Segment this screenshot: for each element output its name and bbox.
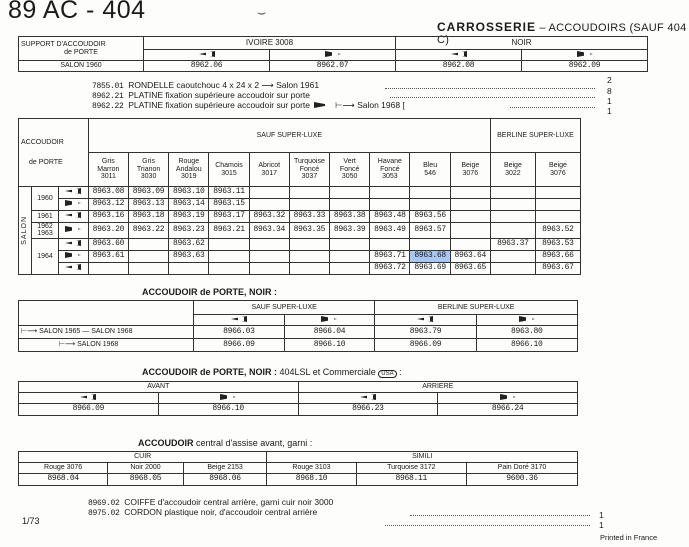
arrow-left-icon	[62, 240, 84, 246]
part-code-cell: 8963.11	[209, 187, 249, 199]
arrow-left-icon	[414, 316, 436, 322]
arrow-right-icon	[217, 394, 239, 400]
usa-badge: USA	[378, 370, 396, 378]
noir-header: NOIR	[396, 37, 648, 50]
corner-1: ACCOUDOIR	[21, 139, 64, 147]
part-code-cell: 8963.10	[169, 187, 209, 199]
part-code-cell: 8963.63	[169, 250, 209, 262]
page-number: 1/73	[22, 516, 40, 526]
arrow-left-icon	[357, 394, 379, 400]
part-code-cell	[209, 238, 249, 250]
noir-code: 8966.10	[284, 339, 375, 352]
part-code-cell	[289, 199, 329, 211]
part-code-cell: 8963.38	[330, 211, 370, 223]
part-code-cell	[410, 238, 450, 250]
part-code-cell	[209, 250, 249, 262]
salon-label: SALON	[21, 215, 28, 245]
column-header: Beige 3022	[490, 153, 535, 187]
part-code-cell	[410, 199, 450, 211]
part-code-cell	[370, 187, 410, 199]
column-header: Bleu 546	[410, 153, 450, 187]
part-qty: 1	[599, 520, 604, 530]
lsl-code: 8966.10	[158, 404, 298, 416]
part-code-cell: 8963.32	[249, 211, 289, 223]
part-code-cell: 8963.14	[169, 199, 209, 211]
part-code-cell	[330, 187, 370, 199]
part-code-cell	[289, 250, 329, 262]
part-code-cell	[535, 187, 580, 199]
part-code-cell	[450, 199, 490, 211]
column-header: Gris Marron 3011	[88, 153, 128, 187]
part-code-cell: 8963.71	[370, 250, 410, 262]
part-code-cell: 8963.13	[128, 199, 168, 211]
column-header: Rouge Andalou 3019	[169, 153, 209, 187]
noir-group-berline: BERLINE SUPER-LUXE	[375, 301, 578, 315]
page-title: 89 AC - 404	[8, 0, 146, 24]
part-code-cell	[289, 187, 329, 199]
year-label: 1961	[32, 211, 59, 223]
group-berline: BERLINE SUPER-LUXE	[490, 119, 580, 153]
support-salon: SALON 1960	[19, 61, 144, 72]
central-title: ACCOUDOIR central d'assise avant, garni :	[138, 438, 313, 448]
part-code-cell: 8963.16	[88, 211, 128, 223]
group-sauf-super-luxe: SAUF SUPER-LUXE	[88, 119, 490, 153]
table-row	[19, 187, 581, 199]
part-code-cell	[370, 238, 410, 250]
lsl-code: 8966.24	[438, 404, 578, 416]
arrow-left-icon	[62, 264, 84, 270]
arrow-right-icon	[574, 51, 596, 57]
section-model: (SAUF 404 C)	[437, 22, 687, 46]
part-code-cell: 8963.60	[88, 238, 128, 250]
table-row	[19, 238, 581, 250]
part-code-cell: 8963.35	[289, 223, 329, 239]
part-code-cell	[535, 211, 580, 223]
central-code: 8968.06	[183, 474, 267, 486]
part-code-cell	[490, 262, 535, 274]
noir-code: 8963.80	[476, 326, 577, 339]
lsl-code: 8966.09	[19, 404, 159, 416]
part-code-cell: 8963.64	[450, 250, 490, 262]
part-code-cell	[490, 211, 535, 223]
part-qty: 8	[607, 86, 612, 96]
corner-2: de PORTE	[29, 158, 63, 166]
noir-code: 8966.09	[194, 339, 285, 352]
noir-code: 8963.79	[375, 326, 476, 339]
central-code: 8968.04	[19, 474, 108, 486]
decor-mark: ⌣	[257, 4, 267, 20]
part-code-cell	[249, 262, 289, 274]
part-code-cell	[410, 187, 450, 199]
part-code-cell: 8963.33	[289, 211, 329, 223]
part-code-cell: 8963.23	[169, 223, 209, 239]
part-code-cell	[330, 262, 370, 274]
central-color: Pain Doré 3170	[467, 463, 578, 474]
central-code: 8968.05	[108, 474, 184, 486]
noir-code: 8966.03	[194, 326, 285, 339]
column-header: Abricot 3017	[249, 153, 289, 187]
part-code-cell	[249, 187, 289, 199]
support-qty: 2	[607, 75, 612, 85]
part-line: 8969.02 COIFFE d'accoudoir central arrière, garni cuir noir 3000	[88, 497, 334, 508]
part-code-cell: 8963.17	[209, 211, 249, 223]
part-code-cell	[249, 238, 289, 250]
arrow-left-icon	[62, 188, 84, 194]
arrow-left-icon	[62, 212, 84, 218]
noir-code: 8966.04	[284, 326, 375, 339]
part-code-cell: 8963.12	[88, 199, 128, 211]
part-line: 8962.21 PLATINE fixation supérieure accoudoir sur porte	[92, 90, 310, 101]
part-code-cell	[330, 250, 370, 262]
lsl-code: 8966.23	[298, 404, 438, 416]
part-code-cell	[249, 250, 289, 262]
support-code: 8962.09	[522, 61, 648, 72]
support-code: 8962.06	[144, 61, 270, 72]
arrow-right-icon	[315, 102, 333, 108]
part-code-cell: 8963.20	[88, 223, 128, 239]
part-code-cell: 8963.69	[410, 262, 450, 274]
part-code-cell: 8963.08	[88, 187, 128, 199]
arrow-right-icon	[62, 252, 84, 258]
part-code-cell	[289, 238, 329, 250]
arrow-to-icon: ⟶	[261, 80, 274, 90]
noir-table	[18, 300, 578, 352]
part-code-cell: 8963.22	[128, 223, 168, 239]
part-code-cell: 8963.09	[128, 187, 168, 199]
noir-code: 8966.10	[476, 339, 577, 352]
part-code-cell	[128, 250, 168, 262]
noir-title: ACCOUDOIR de PORTE, NOIR :	[142, 287, 278, 297]
column-header: Turquoise Foncé 3037	[289, 153, 329, 187]
central-color: Noir 2000	[108, 463, 184, 474]
part-code-cell: 8963.67	[535, 262, 580, 274]
column-header: Beige 3076	[450, 153, 490, 187]
part-code-cell: 8963.53	[535, 238, 580, 250]
noir-group-sauf: SAUF SUPER-LUXE	[194, 301, 375, 315]
part-qty: 1	[607, 96, 612, 106]
year-label: 1960	[32, 187, 59, 211]
arrow-right-icon	[318, 316, 340, 322]
arrow-left-icon	[448, 51, 470, 57]
central-color: Rouge 3103	[267, 463, 356, 474]
part-code-cell: 8963.56	[410, 211, 450, 223]
table-row	[19, 250, 581, 262]
support-header-1: SUPPORT D'ACCOUDOIR	[21, 41, 106, 49]
arriere-header: ARRIERE	[298, 382, 578, 393]
column-header: Beige 3076	[535, 153, 580, 187]
simili-header: SIMILI	[267, 452, 578, 463]
noir-row1-label: ⊢⟶ SALON 1965 — SALON 1968	[19, 326, 194, 339]
support-table	[18, 36, 648, 72]
part-code-cell	[535, 199, 580, 211]
part-code-cell	[330, 199, 370, 211]
part-code-cell	[128, 238, 168, 250]
central-color: Rouge 3076	[19, 463, 108, 474]
year-label: 1964	[32, 238, 59, 274]
part-code-cell: 8963.37	[490, 238, 535, 250]
lsl-title: ACCOUDOIR de PORTE, NOIR : 404LSL et Commerciale USA :	[142, 367, 402, 377]
part-qty: 1	[607, 106, 612, 116]
part-code-cell	[450, 223, 490, 239]
part-code-cell: 8963.34	[249, 223, 289, 239]
noir-code: 8966.09	[375, 339, 476, 352]
noir-row2-label: ⊢⟶ SALON 1968	[19, 339, 194, 352]
central-table	[18, 451, 578, 486]
central-code: 8968.10	[267, 474, 356, 486]
part-code-cell	[490, 250, 535, 262]
part-code-cell: 8963.68	[410, 250, 450, 262]
printed-note: Printed in France	[600, 533, 658, 542]
part-code-cell: 8963.61	[88, 250, 128, 262]
lsl-table	[18, 381, 578, 416]
part-code-cell: 8963.48	[370, 211, 410, 223]
part-code-cell: 8963.49	[370, 223, 410, 239]
arrow-right-icon	[516, 316, 538, 322]
part-code-cell: 8963.52	[535, 223, 580, 239]
year-label: 1962 1963	[32, 223, 59, 239]
part-code-cell: 8963.72	[370, 262, 410, 274]
part-code-cell	[169, 262, 209, 274]
part-qty: 1	[599, 510, 604, 520]
part-code-cell	[330, 238, 370, 250]
part-code-cell: 8963.18	[128, 211, 168, 223]
arrow-right-icon	[62, 200, 84, 206]
support-header-2: de PORTE	[64, 48, 98, 56]
part-code-cell	[490, 223, 535, 239]
part-code-cell	[289, 262, 329, 274]
part-line: 8962.22 PLATINE fixation supérieure accoudoir sur porte ⊢⟶ Salon 1968 [	[92, 100, 405, 111]
part-code-cell	[490, 187, 535, 199]
arrow-right-icon	[62, 226, 84, 232]
cuir-header: CUIR	[19, 452, 267, 463]
arrow-left-icon	[228, 316, 250, 322]
column-header: Vert Foncé 3050	[330, 153, 370, 187]
part-code-cell	[370, 199, 410, 211]
part-code-cell	[450, 238, 490, 250]
support-code: 8962.08	[396, 61, 522, 72]
part-code-cell: 8963.15	[209, 199, 249, 211]
support-code: 8962.07	[270, 61, 396, 72]
table-row	[19, 199, 581, 211]
part-code-cell	[128, 262, 168, 274]
arrow-left-icon	[196, 51, 218, 57]
part-code-cell: 8963.39	[330, 223, 370, 239]
part-code-cell	[450, 211, 490, 223]
arrow-left-icon	[77, 394, 99, 400]
part-code-cell	[209, 262, 249, 274]
part-code-cell: 8963.57	[410, 223, 450, 239]
part-code-cell	[88, 262, 128, 274]
accoudoir-table	[18, 118, 581, 275]
central-code: 8968.11	[356, 474, 466, 486]
column-header: Havane Foncé 3053	[370, 153, 410, 187]
table-row	[19, 262, 581, 274]
part-code-cell: 8963.62	[169, 238, 209, 250]
column-header: Gris Trianon 3030	[128, 153, 168, 187]
table-row	[19, 223, 581, 239]
part-code-cell: 8963.66	[535, 250, 580, 262]
column-header: Chamois 3015	[209, 153, 249, 187]
central-code: 9600.36	[467, 474, 578, 486]
central-color: Beige 2153	[183, 463, 267, 474]
part-code-cell: 8963.19	[169, 211, 209, 223]
part-code-cell	[490, 199, 535, 211]
arrow-to-icon: ⊢⟶	[335, 100, 355, 110]
table-row	[19, 211, 581, 223]
arrow-right-icon	[497, 394, 519, 400]
avant-header: AVANT	[19, 382, 299, 393]
central-color: Turquoise 3172	[356, 463, 466, 474]
part-code-cell: 8963.21	[209, 223, 249, 239]
ivoire-header: IVOIRE 3008	[144, 37, 396, 50]
part-line: 8975.02 CORDON plastique noir, d'accoudoir central arrière	[88, 507, 318, 518]
part-code-cell	[249, 199, 289, 211]
arrow-right-icon	[322, 51, 344, 57]
section-name: CARROSSERIE	[437, 20, 537, 34]
part-code-cell	[450, 187, 490, 199]
part-line: 7855.01 RONDELLE caoutchouc 4 x 24 x 2 ⟶ Salon 1961	[92, 80, 320, 91]
section-subtitle: – ACCOUDOIRS	[539, 22, 627, 34]
part-code-cell: 8963.65	[450, 262, 490, 274]
